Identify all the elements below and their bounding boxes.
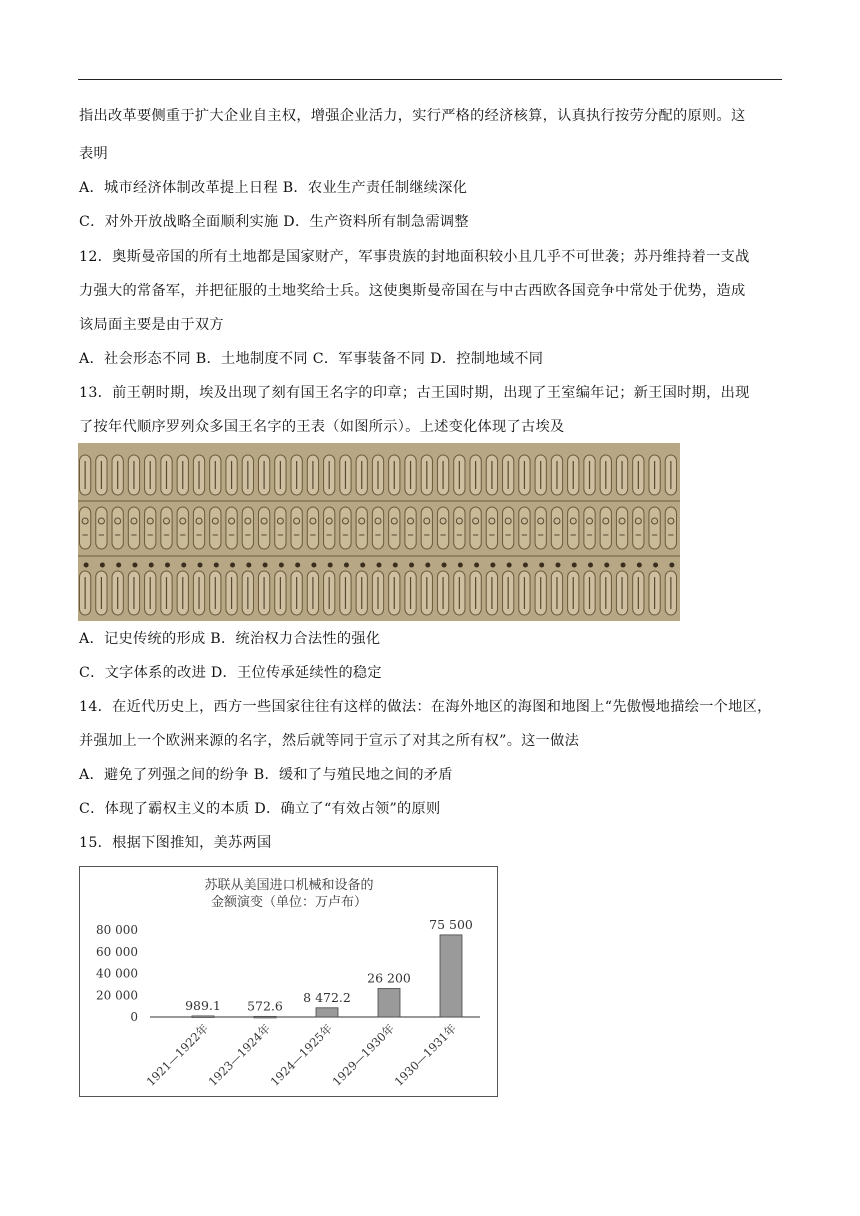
bar-value-label: 8 472.2 [303, 989, 351, 1005]
q12-text-line-1: 12．奥斯曼帝国的所有土地都是国家财产，军事贵族的封地面积较小且几乎不可世袭；苏丹维持着一支战 [79, 249, 750, 265]
bar-4 [378, 989, 400, 1017]
y-tick-label: 40 000 [96, 966, 138, 981]
q13-options-cd[interactable]: C．文字体系的改进 D．王位传承延续性的稳定 [79, 665, 382, 681]
q11-options-cd[interactable]: C．对外开放战略全面顺利实施 D．生产资料所有制急需调整 [79, 214, 469, 230]
relief-pattern [78, 455, 680, 615]
x-category-label: 1930—1931年 [391, 1021, 460, 1089]
chart-title-line-1: 苏联从美国进口机械和设备的 [204, 878, 374, 893]
q14-options-cd[interactable]: C．体现了霸权主义的本质 D．确立了“有效占领”的原则 [79, 801, 441, 817]
q15-text-line-1: 15．根据下图推知，美苏两国 [79, 835, 272, 851]
q11-text-line-2: 表明 [79, 146, 108, 162]
y-tick-label: 0 [130, 1010, 138, 1024]
q13-options-ab[interactable]: A．记史传统的形成 B．统治权力合法性的强化 [79, 631, 381, 647]
bar-value-label: 26 200 [367, 970, 411, 986]
y-tick-label: 20 000 [96, 988, 138, 1003]
q13-text-line-1: 13．前王朝时期，埃及出现了刻有国王名字的印章；古王国时期，出现了王室编年记；新王国时期，出现 [79, 385, 750, 401]
bar-1 [192, 1016, 214, 1018]
x-category-label: 1923—1924年 [205, 1021, 274, 1089]
x-category-label: 1921—1922年 [143, 1021, 212, 1089]
q12-options[interactable]: A．社会形态不同 B．土地制度不同 C．军事装备不同 D．控制地域不同 [79, 351, 544, 367]
x-category-label: 1929—1930年 [329, 1021, 398, 1089]
q13-text-line-2: 了按年代顺序罗列众多国王名字的王表（如图所示）。上述变化体现了古埃及 [79, 419, 565, 435]
header-rule [78, 79, 782, 80]
bar-3 [316, 1008, 338, 1017]
x-category-label: 1924—1925年 [267, 1021, 336, 1089]
y-tick-label: 60 000 [96, 944, 138, 959]
q12-text-line-3: 该局面主要是由于双方 [79, 317, 224, 333]
bar-value-label: 75 500 [429, 916, 473, 932]
bar-value-label: 572.6 [247, 998, 283, 1014]
q11-options-ab[interactable]: A．城市经济体制改革提上日程 B．农业生产责任制继续深化 [79, 180, 468, 196]
q11-text-line-1: 指出改革要侧重于扩大企业自主权，增强企业活力，实行严格的经济核算，认真执行按劳分配的原则。这 [79, 108, 746, 124]
egyptian-king-list-image [78, 443, 680, 621]
q14-options-ab[interactable]: A．避免了列强之间的纷争 B．缓和了与殖民地之间的矛盾 [79, 767, 453, 783]
bar-value-label: 989.1 [185, 997, 221, 1013]
q14-text-line-1: 14．在近代历史上，西方一些国家往往有这样的做法：在海外地区的海图和地图上“先傲慢地描绘一个地区， [79, 699, 772, 715]
q14-text-line-2: 并强加上一个欧洲来源的名字，然后就等同于宣示了对其之所有权”。这一做法 [79, 733, 580, 749]
chart-title-line-2: 金额演变（单位：万卢布） [210, 895, 368, 910]
bar-2 [254, 1016, 276, 1018]
y-tick-label: 80 000 [96, 923, 138, 937]
q12-text-line-2: 力强大的常备军，并把征服的土地奖给士兵。这使奥斯曼帝国在与中古西欧各国竞争中常处于优势，造成 [79, 283, 746, 299]
soviet-imports-bar-chart [79, 866, 498, 1097]
bar-5 [440, 935, 462, 1017]
